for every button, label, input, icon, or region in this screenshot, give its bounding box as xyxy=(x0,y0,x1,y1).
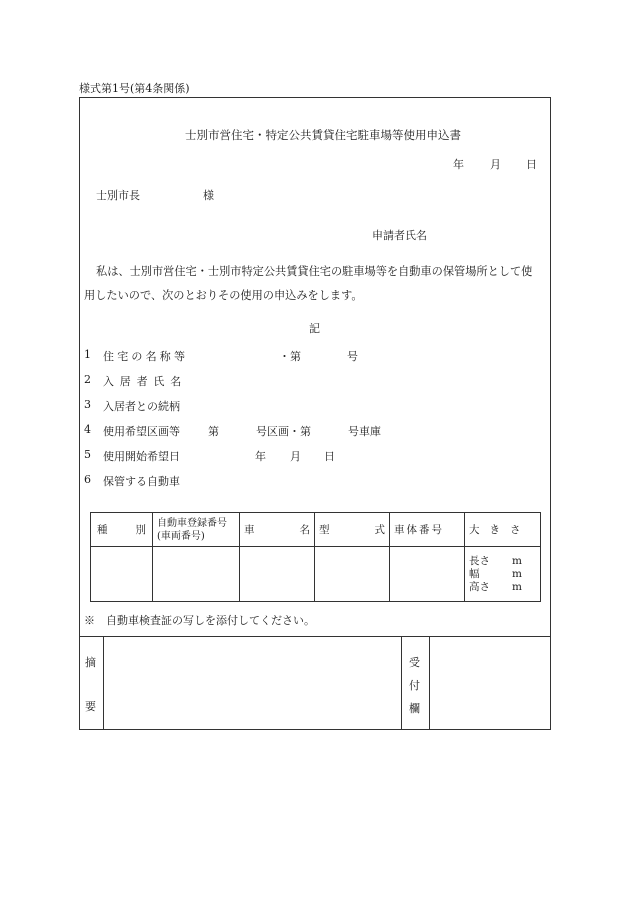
item-number: 2 xyxy=(84,373,91,386)
cell-model[interactable] xyxy=(315,547,390,602)
receipt-stamp-field[interactable] xyxy=(430,637,550,729)
size-height: 高さ m xyxy=(469,580,522,593)
vehicle-table xyxy=(90,512,541,602)
vehicle-table-row xyxy=(91,547,541,602)
body-text-line1: 私は、士別市営住宅・士別市特定公共賃貸住宅の駐車場等を自動車の保管場所として使 xyxy=(96,265,533,278)
cell-type[interactable] xyxy=(91,547,153,602)
item-number: 3 xyxy=(84,398,91,411)
ki-heading: 記 xyxy=(309,322,320,335)
item-date-year: 年 xyxy=(255,450,266,463)
item-number: 6 xyxy=(84,473,91,486)
item-label: 入居者との続柄 xyxy=(103,400,180,413)
header-body-number: 車体番号 xyxy=(390,513,465,547)
item-label: 使用希望区画等 xyxy=(103,425,180,438)
addressee-name: 士別市長 xyxy=(96,189,140,202)
item-date-day: 日 xyxy=(324,450,335,463)
summary-label-bottom: 要 xyxy=(85,700,96,713)
item-label: 住宅の名称等 xyxy=(103,350,189,363)
addressee-honorific: 様 xyxy=(203,189,214,202)
receipt-label-2: 付 xyxy=(409,679,420,692)
header-vehicle-name: 車 名 xyxy=(240,513,315,547)
header-type: 種 別 xyxy=(91,513,153,547)
summary-receipt-divider xyxy=(401,636,402,730)
item-number: 4 xyxy=(84,423,91,436)
date-month: 月 xyxy=(490,158,501,171)
summary-field[interactable] xyxy=(104,637,400,729)
form-number: 様式第1号(第4条関係) xyxy=(79,82,190,95)
item-label: 使用開始希望日 xyxy=(103,450,180,463)
date-year: 年 xyxy=(453,158,464,171)
header-size: 大きさ xyxy=(465,513,541,547)
header-registration-number: 自動車登録番号(車両番号) xyxy=(153,513,240,547)
date-day: 日 xyxy=(526,158,537,171)
cell-body-number[interactable] xyxy=(390,547,465,602)
item-building-number: ・第 xyxy=(279,350,301,363)
receipt-label-1: 受 xyxy=(409,656,420,669)
applicant-label: 申請者氏名 xyxy=(372,229,427,242)
form-title: 士別市営住宅・特定公共賃貸住宅駐車場等使用申込書 xyxy=(185,128,461,142)
item-label: 入居者氏名 xyxy=(103,375,187,388)
item-room-number: 号 xyxy=(347,350,358,363)
item-garage-suffix: 号車庫 xyxy=(348,425,381,438)
cell-size[interactable] xyxy=(465,547,541,602)
size-length: 長さ m xyxy=(469,554,522,567)
summary-label-top: 摘 xyxy=(85,656,96,669)
attachment-note: ※ 自動車検査証の写しを添付してください。 xyxy=(84,614,315,627)
header-model: 型 式 xyxy=(315,513,390,547)
item-number: 5 xyxy=(84,448,91,461)
item-date-month: 月 xyxy=(290,450,301,463)
item-section-prefix: 第 xyxy=(208,425,219,438)
item-section-mid: 号区画・第 xyxy=(256,425,311,438)
body-text-line2: 用したいので、次のとおりその使用の申込みをします。 xyxy=(84,289,363,302)
cell-registration-number[interactable] xyxy=(153,547,240,602)
vehicle-table-header xyxy=(91,513,541,547)
cell-vehicle-name[interactable] xyxy=(240,547,315,602)
item-label: 保管する自動車 xyxy=(103,475,180,488)
receipt-label-3: 欄 xyxy=(409,702,420,715)
size-width: 幅 m xyxy=(469,567,522,580)
item-number: 1 xyxy=(84,348,91,361)
